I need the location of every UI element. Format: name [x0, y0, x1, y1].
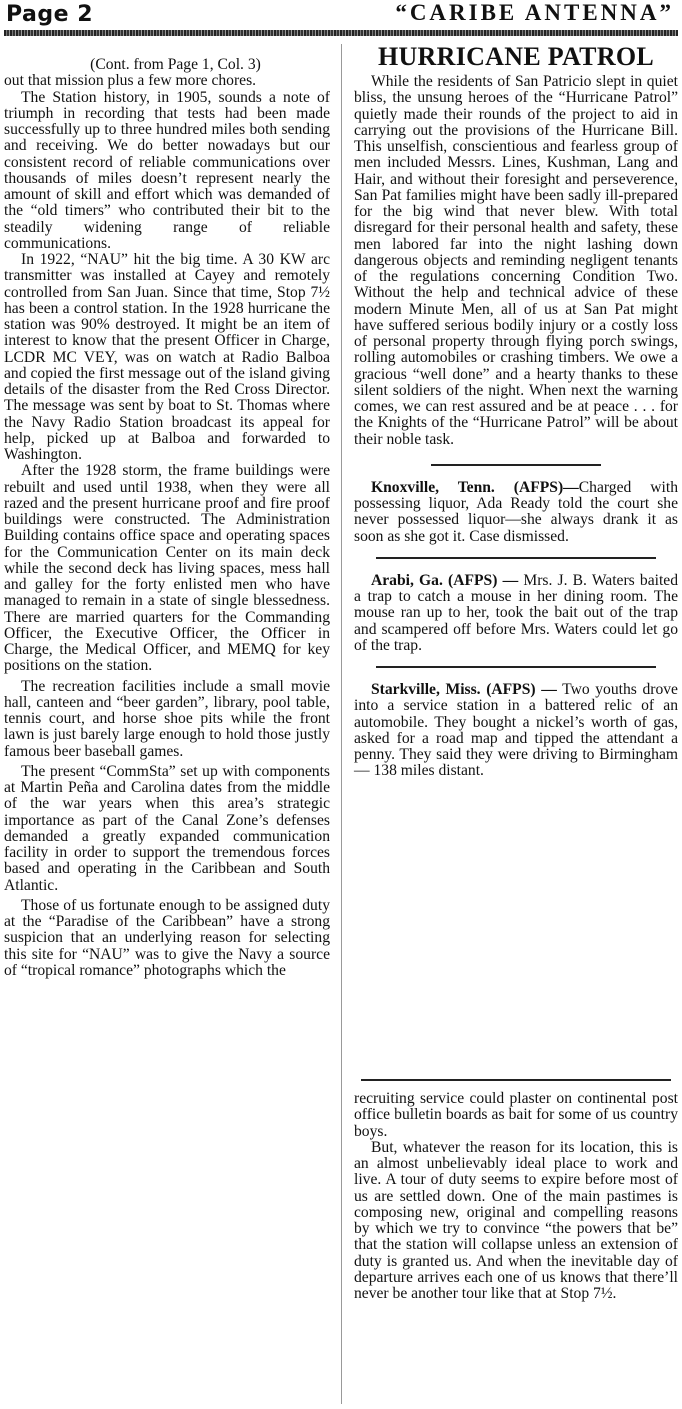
section-rule: [431, 464, 601, 466]
brief-text: Two youths drove into a service station in a battered relic of an automobile. They bought a nickel’s worth of gas, asked for a road map and tipped the attendant a penny. They said they were driving to Birmingham — 138 miles distant.: [354, 681, 678, 780]
newspaper-title: “CARIBE ANTENNA”: [395, 0, 674, 25]
article-body: While the residents of San Patricio slept in quiet bliss, the unsung heroes of the “Hurricane Patrol” quietly made their rounds of the project to aid in carrying out the provisions of the Hurricane Bill. This unselfish, conscientious and fearless group of men included Messrs. Lines, Kushman, Lang and Hair, and without their foresight and perseverence, San Pat families might have been sadly ill-prepared for the big wind that never blew. With total disregard for their personal health and safety, these men labored far into the night lashing down dangerous objects and reminding negligent tenants of the regulations concerning Condition Two. Without the help and technical advice of these modern Minute Men, all of us at San Pat might have suffered serious bodily injury or a costly loss of personal property through flying porch swings, rolling automobiles or crashing timbers. We owe a gracious “well done” and a hearty thanks to these silent soldiers of the night. When next the warning comes, we can rest assured and be at peace . . . for the Knights of the “Hurricane Patrol” will be about their noble task.: [354, 73, 678, 448]
news-brief: [354, 480, 678, 545]
history-paragraph: Those of us fortunate enough to be assigned duty at the “Paradise of the Caribbean” have a strong suspicion that an underlying reason for selecting this site for “NAU” was to give the Navy a source of “tropical romance” photographs which the: [4, 896, 330, 979]
history-paragraph: In 1922, “NAU” hit the big time. A 30 KW arc transmitter was installed at Cayey and remotely controlled from San Juan. Since that time, Stop 7½ has been a control station. In the 1928 hurricane the station was 90% destroyed. It might be an item of interest to know that the present Officer in Charge, LCDR MC VEY, was on watch at Radio Balboa and copied the first message out of the island giving details of the disaster from the Red Cross Director. The message was sent by boat to St. Thomas where the Navy Radio Station broadcast its appeal for help, picked up at Balboa and forwarded to Washington.: [4, 251, 330, 463]
news-brief: [354, 682, 678, 780]
brief-text: Charged with possessing liquor, Ada Ready told the court she never possessed liquor—she always drank it as soon as she got it. Case dismissed.: [354, 478, 678, 545]
continuation-paragraph: But, whatever the reason for its location, this is an almost unbelievably ideal place to work and live. A tour of duty seems to expire before most of us are settled down. One of the main pastimes is composing new, original and compelling reasons by which we try to convince “the powers that be” that the station will collapse unless an extension of duty is granted us. And when the inevitable day of departure arrives each one of us knows that there’ll never be another tour like that at Stop 7½.: [354, 1138, 678, 1302]
section-rule: [376, 666, 656, 668]
page-number: Page 2: [6, 2, 94, 27]
continuation-note: (Cont. from Page 1, Col. 3): [90, 56, 261, 73]
continuation-paragraph: recruiting service could plaster on continental post office bulletin boards as bait for some of us country boys.: [354, 1090, 678, 1140]
continuation-column: [354, 1091, 678, 1302]
news-brief: [354, 573, 678, 654]
article-headline: HURRICANE PATROL: [377, 42, 655, 71]
brief-dateline: Starkville, Miss. (AFPS) —: [371, 681, 557, 698]
section-rule: [376, 557, 656, 559]
section-rule: [361, 1079, 671, 1081]
brief-text: Mrs. J. B. Waters baited a trap to catch a mouse in her dining room. The mouse ran up to her, took the bait out of the trap and scampered off before Mrs. Waters could let go of the trap.: [354, 571, 678, 654]
masthead-rule: [4, 30, 678, 36]
history-paragraph: out that mission plus a few more chores.: [4, 72, 257, 90]
history-paragraph: The recreation facilities include a small movie hall, canteen and “beer garden”, library, pool table, tennis court, and horse shoe pits while the front lawn is just barely large enough to hold those justly famous beer baseball games.: [4, 677, 330, 760]
hurricane-patrol-column: [354, 42, 678, 780]
history-paragraph: The present “CommSta” set up with components at Martin Peña and Carolina dates from the middle of the war years when this area’s strategic importance as part of the Canal Zone’s defenses demanded a greatly expanded communication facility in order to support the tremendous forces based and operating in the Caribbean and South Atlantic.: [4, 762, 330, 894]
column-divider: [341, 44, 342, 1404]
station-history-column: [4, 57, 330, 979]
brief-dateline: Knoxville, Tenn. (AFPS)—: [371, 478, 579, 496]
brief-dateline: Arabi, Ga. (AFPS) —: [371, 571, 519, 589]
masthead: [4, 0, 678, 40]
history-paragraph: After the 1928 storm, the frame buildings were rebuilt and used until 1938, when they were all razed and the present hurricane proof and fire proof buildings were constructed. The Administration Building contains office space and operating spaces for the Communication Center on its main deck while the second deck has living spaces, mess hall and galley for the forty enlisted men who have managed to remain in a state of single blessedness. There are married quarters for the Commanding Officer, the Executive Officer, the Officer in Charge, the Medical Officer, and MEMQ for key positions on the station.: [4, 462, 330, 675]
history-paragraph: The Station history, in 1905, sounds a note of triumph in recording that tests had been made successfully up to three hundred miles both sending and receiving. We do better nowadays but our consistent record of reliable communications over thousands of miles doesn’t represent nearly the amount of skill and effort which was demanded of the “old timers” who contributed their bit to the steadily widening range of reliable communications.: [4, 88, 330, 252]
